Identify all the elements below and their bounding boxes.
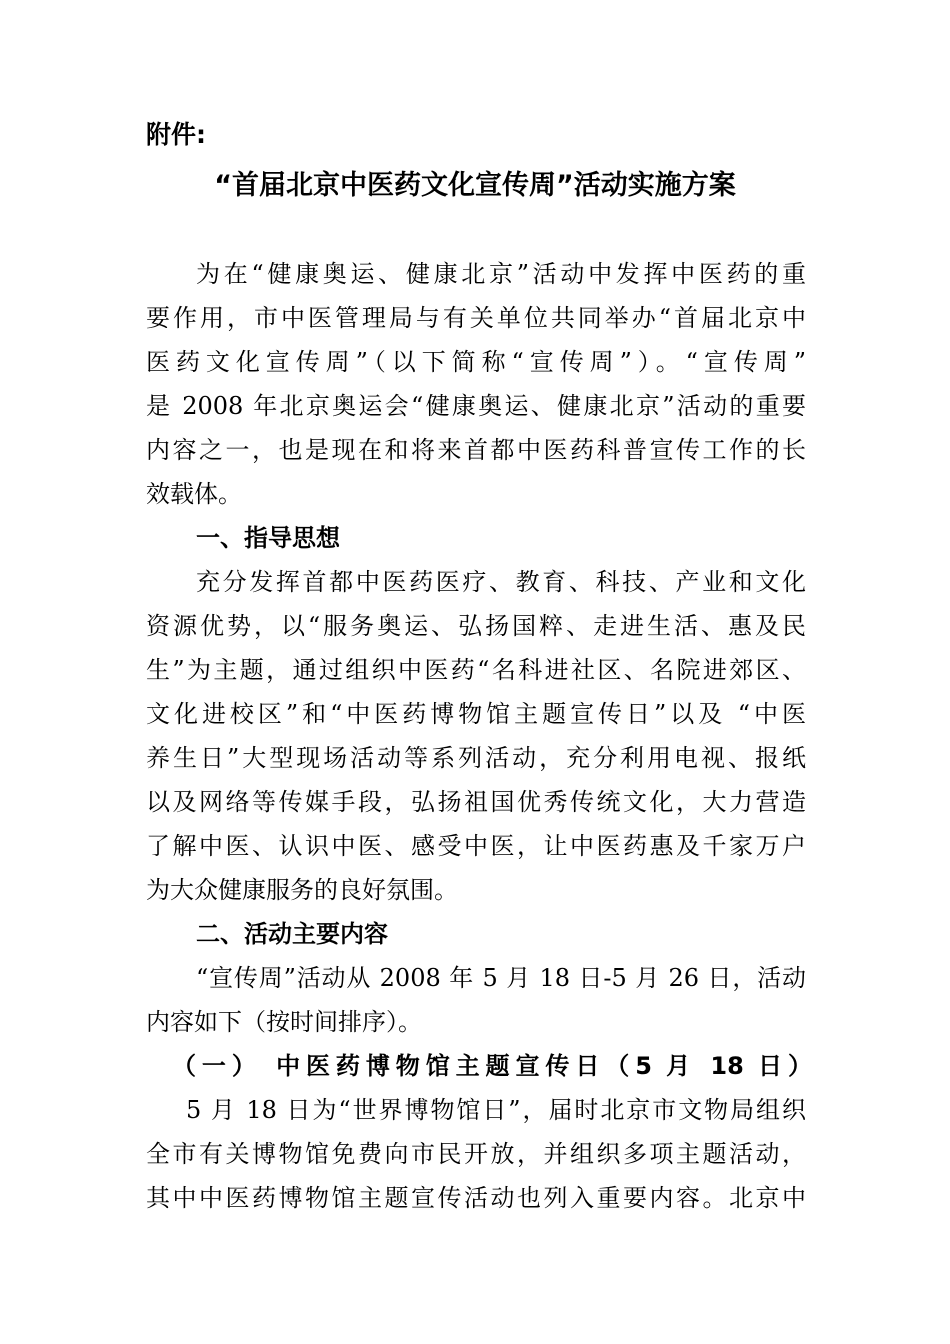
attachment-label: 附件: — [146, 120, 206, 149]
section2-line: “宣传周”活动从 2008 年 5 月 18 日-5 月 26 日，活动 — [196, 964, 806, 992]
section1-line: 以及网络等传媒手段，弘扬祖国优秀传统文化，大力营造 — [146, 788, 806, 816]
section1-line: 了解中医、认识中医、感受中医，让中医药惠及千家万户 — [146, 832, 806, 860]
section-heading-guiding-ideology: 一、指导思想 — [196, 524, 340, 552]
subsection1-line: 其中中医药博物馆主题宣传活动也列入重要内容。北京中 — [146, 1184, 806, 1212]
section1-line: 为大众健康服务的良好氛围。 — [146, 876, 458, 904]
subsection1-line: 全市有关博物馆免费向市民开放，并组织多项主题活动， — [146, 1140, 806, 1168]
section1-line: 文化进校区”和“中医药博物馆主题宣传日”以及 “中医 — [146, 700, 806, 728]
section1-line: 充分发挥首都中医药医疗、教育、科技、产业和文化 — [196, 568, 806, 596]
section-heading-main-content: 二、活动主要内容 — [196, 920, 388, 948]
section1-line: 生”为主题，通过组织中医药“名科进社区、名院进郊区、 — [146, 656, 806, 684]
subsection-heading-museum-day: （一） 中医药博物馆主题宣传日（5 月 18 日） — [172, 1052, 812, 1080]
intro-line: 医药文化宣传周”（以下简称“宣传周”）。“宣传周” — [146, 348, 806, 376]
section2-line: 内容如下（按时间排序）。 — [146, 1008, 422, 1036]
intro-line: 要作用，市中医管理局与有关单位共同举办“首届北京中 — [146, 304, 806, 332]
intro-line: 是 2008 年北京奥运会“健康奥运、健康北京”活动的重要 — [146, 392, 806, 420]
intro-line: 效载体。 — [146, 480, 242, 508]
subsection1-line: 5 月 18 日为“世界博物馆日”，届时北京市文物局组织 — [186, 1096, 806, 1124]
document-title: “首届北京中医药文化宣传周”活动实施方案 — [214, 170, 736, 201]
section1-line: 养生日”大型现场活动等系列活动，充分利用电视、报纸 — [146, 744, 806, 772]
intro-line: 内容之一，也是现在和将来首都中医药科普宣传工作的长 — [146, 436, 806, 464]
section1-line: 资源优势，以“服务奥运、弘扬国粹、走进生活、惠及民 — [146, 612, 806, 640]
intro-line: 为在“健康奥运、健康北京”活动中发挥中医药的重 — [196, 260, 806, 288]
